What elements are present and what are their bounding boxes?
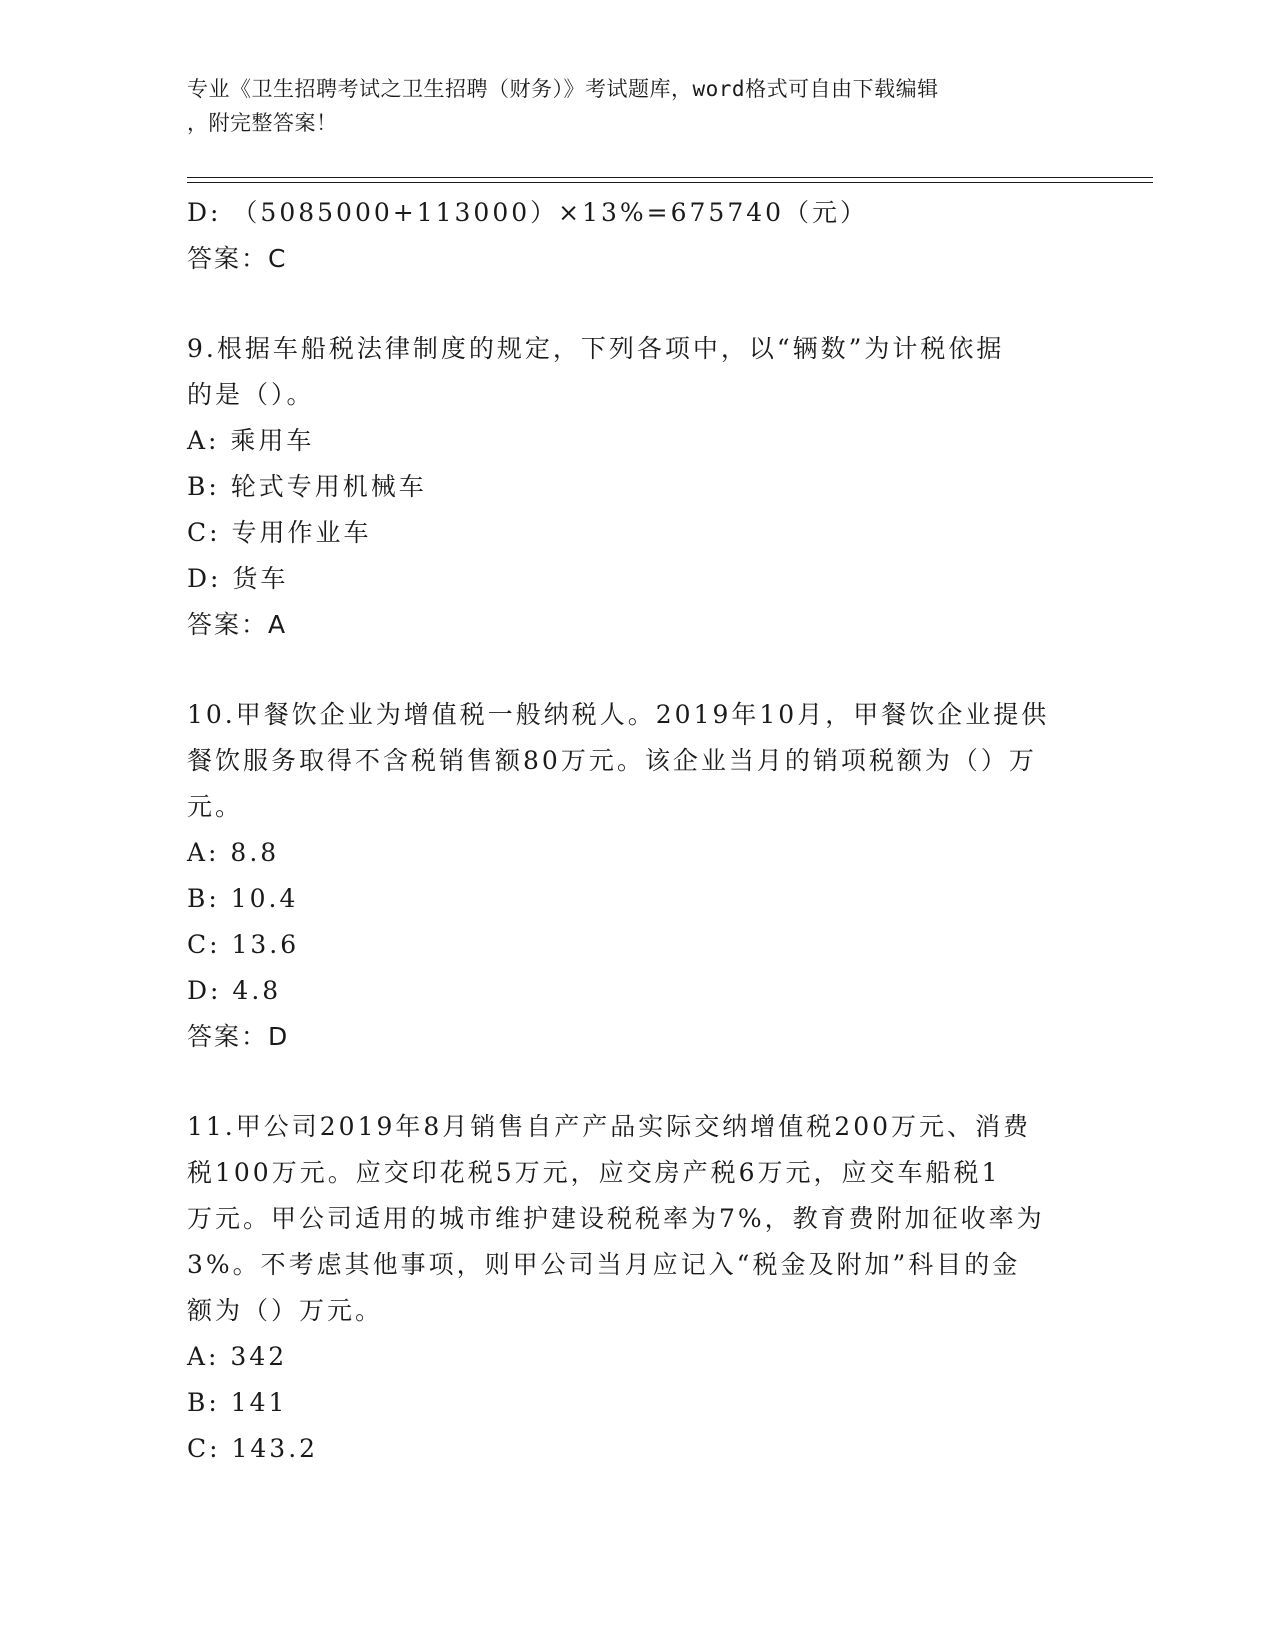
question-10-answer: 答案：D [187, 1022, 290, 1051]
question-9 [187, 326, 1087, 648]
prev-answer: 答案：C [187, 244, 288, 273]
question-10 [187, 692, 1087, 1060]
question-9-option-a: A: 乘用车 [187, 426, 315, 455]
question-9-stem-line-2: 的是（）。 [187, 380, 315, 409]
header-rule-bottom [187, 182, 1153, 183]
question-9-option-b: B: 轮式专用机械车 [187, 472, 427, 501]
question-11 [187, 1104, 1087, 1472]
question-10-stem-line-2: 餐饮服务取得不含税销售额80万元。该企业当月的销项税额为（）万 [187, 746, 1037, 775]
question-10-stem-line-1: 10.甲餐饮企业为增值税一般纳税人。2019年10月，甲餐饮企业提供 [187, 700, 1050, 729]
header-rule-top [187, 177, 1153, 178]
question-11-stem-line-3: 万元。甲公司适用的城市维护建设税税率为7%，教育费附加征收率为 [187, 1204, 1045, 1233]
question-10-stem-line-3: 元。 [187, 792, 244, 821]
question-list [187, 190, 1087, 1472]
question-10-option-d: D: 4.8 [187, 976, 282, 1005]
header-line-2: ，附完整答案！ [187, 111, 338, 135]
question-11-option-a: A: 342 [187, 1342, 288, 1371]
question-9-option-c: C: 专用作业车 [187, 518, 372, 547]
question-11-stem-line-1: 11.甲公司2019年8月销售自产产品实际交纳增值税200万元、消费 [187, 1112, 1032, 1141]
question-11-stem-line-4: 3%。不考虑其他事项，则甲公司当月应记入“税金及附加”科目的金 [187, 1250, 1021, 1279]
prev-option-d: D: （5085000+113000）×13%=675740（元） [187, 198, 869, 227]
question-10-option-b: B: 10.4 [187, 884, 299, 913]
question-9-option-d: D: 货车 [187, 564, 289, 593]
page-header [187, 72, 1067, 140]
question-9-stem-line-1: 9.根据车船税法律制度的规定，下列各项中，以“辆数”为计税依据 [187, 334, 1005, 363]
question-10-option-c: C: 13.6 [187, 930, 300, 959]
question-11-option-b: B: 141 [187, 1388, 288, 1417]
question-11-stem-line-5: 额为（）万元。 [187, 1296, 384, 1325]
question-11-stem-line-2: 税100万元。应交印花税5万元，应交房产税6万元，应交车船税1 [187, 1158, 1001, 1187]
header-line-1: 专业《卫生招聘考试之卫生招聘（财务）》考试题库，word格式可自由下载编辑 [187, 77, 939, 101]
question-11-option-c: C: 143.2 [187, 1434, 319, 1463]
question-10-option-a: A: 8.8 [187, 838, 280, 867]
question-9-answer: 答案：A [187, 610, 288, 639]
